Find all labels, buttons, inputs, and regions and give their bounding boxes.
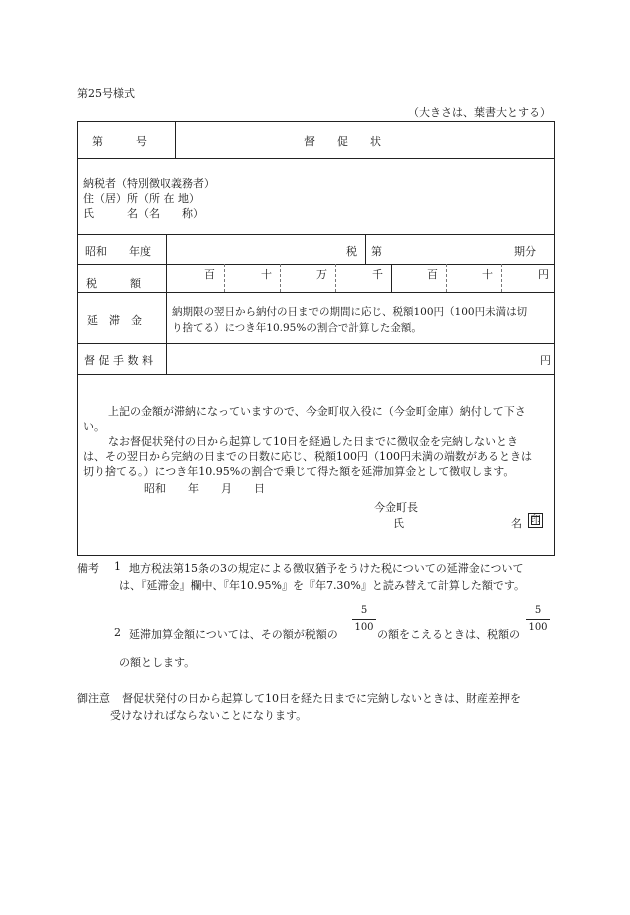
fraction-numerator: 5 [526, 605, 550, 620]
digit-separator [391, 264, 392, 292]
mayor-given-name: 名 [511, 517, 522, 530]
notice-paragraph: 切り捨てる。）につき年10.95%の割合で乗じて得た額を延滞加算金として徴収します。 [83, 465, 515, 478]
col-divider [175, 122, 176, 158]
digit-unit: 十 [261, 268, 272, 281]
size-note: （大きさは、葉書大とする） [408, 106, 551, 119]
name-label: 氏 名（名 称） [83, 207, 204, 220]
row-divider [78, 292, 554, 293]
mayor-title: 今金町長 [374, 501, 418, 514]
seal-stamp: 印 [528, 513, 543, 528]
row-divider [78, 343, 554, 344]
digit-unit: 百 [427, 268, 438, 281]
late-fee-description: り捨てる）につき年10.95%の割合で計算した金額。 [172, 322, 422, 334]
digit-separator [224, 264, 225, 292]
row-divider [78, 264, 554, 265]
fraction-5-over-100 [352, 605, 376, 633]
remark-1-text: は、『延滞金』欄中、『年10.95%』を『年7.30%』と読み替えて計算した額です。 [119, 579, 526, 592]
period-prefix: 第 [371, 245, 382, 258]
period-suffix: 期分 [514, 245, 536, 258]
digit-separator [335, 264, 336, 292]
fiscal-year-label: 昭和 年度 [85, 245, 151, 258]
fraction-denominator: 100 [354, 622, 374, 633]
notice-paragraph: い。 [83, 420, 105, 433]
mayor-family-name: 氏 [393, 517, 404, 530]
taxpayer-label: 納税者（特別徴収義務者） [83, 177, 215, 190]
digit-separator [446, 264, 447, 292]
notice-paragraph: は、その翌日から完納の日までの日数に応じ、税額100円（100円未満の端数があるときは [83, 450, 532, 463]
caution-text: 督促状発付の日から起算して10日を経た日までに完納しないときは、財産差押を [122, 692, 521, 705]
notice-paragraph: なお督促状発付の日から起算して10日を経過した日までに徴収金を完納しないとき [108, 435, 518, 448]
late-fee-label: 延 滞 金 [87, 314, 142, 327]
fraction-numerator: 5 [352, 605, 376, 620]
form-number: 第25号様式 [77, 87, 135, 100]
caution-label: 御注意 [77, 692, 110, 705]
digit-unit: 万 [316, 268, 327, 281]
fee-unit: 円 [540, 354, 551, 367]
row-divider [78, 158, 554, 159]
row-divider [78, 374, 554, 375]
fee-label: 督 促 手 数 料 [84, 354, 153, 367]
col-divider [166, 234, 167, 374]
remark-1-text: 地方税法第15条の3の規定による徴収猶予をうけた税についての延滞金について [129, 562, 524, 575]
remark-2-text: の額をこえるときは、税額の [377, 628, 520, 641]
remark-2-number: 2 [114, 626, 121, 639]
remark-2-text: の額とします。 [119, 656, 196, 669]
digit-separator [501, 264, 502, 292]
issue-date: 昭和 年 月 日 [144, 482, 265, 495]
tax-kind-suffix: 税 [346, 245, 357, 258]
digit-unit: 百 [204, 268, 215, 281]
col-divider [365, 234, 366, 264]
digit-unit: 円 [538, 268, 549, 281]
remark-1-number: 1 [114, 560, 121, 573]
notice-number-label: 第 号 [92, 135, 147, 148]
fraction-5-over-100 [526, 605, 550, 633]
digit-unit: 十 [482, 268, 493, 281]
address-label: 住（居）所（所 在 地） [83, 192, 200, 205]
notice-paragraph: 上記の金額が滞納になっていますので、今金町収入役に（今金町金庫）納付して下さ [108, 405, 526, 418]
caution-text: 受けなければならないことになります。 [110, 709, 308, 722]
row-divider [78, 234, 554, 235]
tax-amount-label: 税 額 [86, 277, 141, 290]
remarks-label: 備考 [77, 562, 99, 575]
late-fee-description: 納期限の翌日から納付の日までの期間に応じ、税額100円（100円未満は切 [172, 306, 528, 318]
digit-unit: 千 [372, 268, 383, 281]
digit-separator [280, 264, 281, 292]
remark-2-text: 延滞加算金額については、その額が税額の [129, 628, 338, 641]
notice-form [77, 121, 555, 556]
notice-title: 督 促 状 [304, 135, 381, 148]
fraction-denominator: 100 [528, 622, 548, 633]
